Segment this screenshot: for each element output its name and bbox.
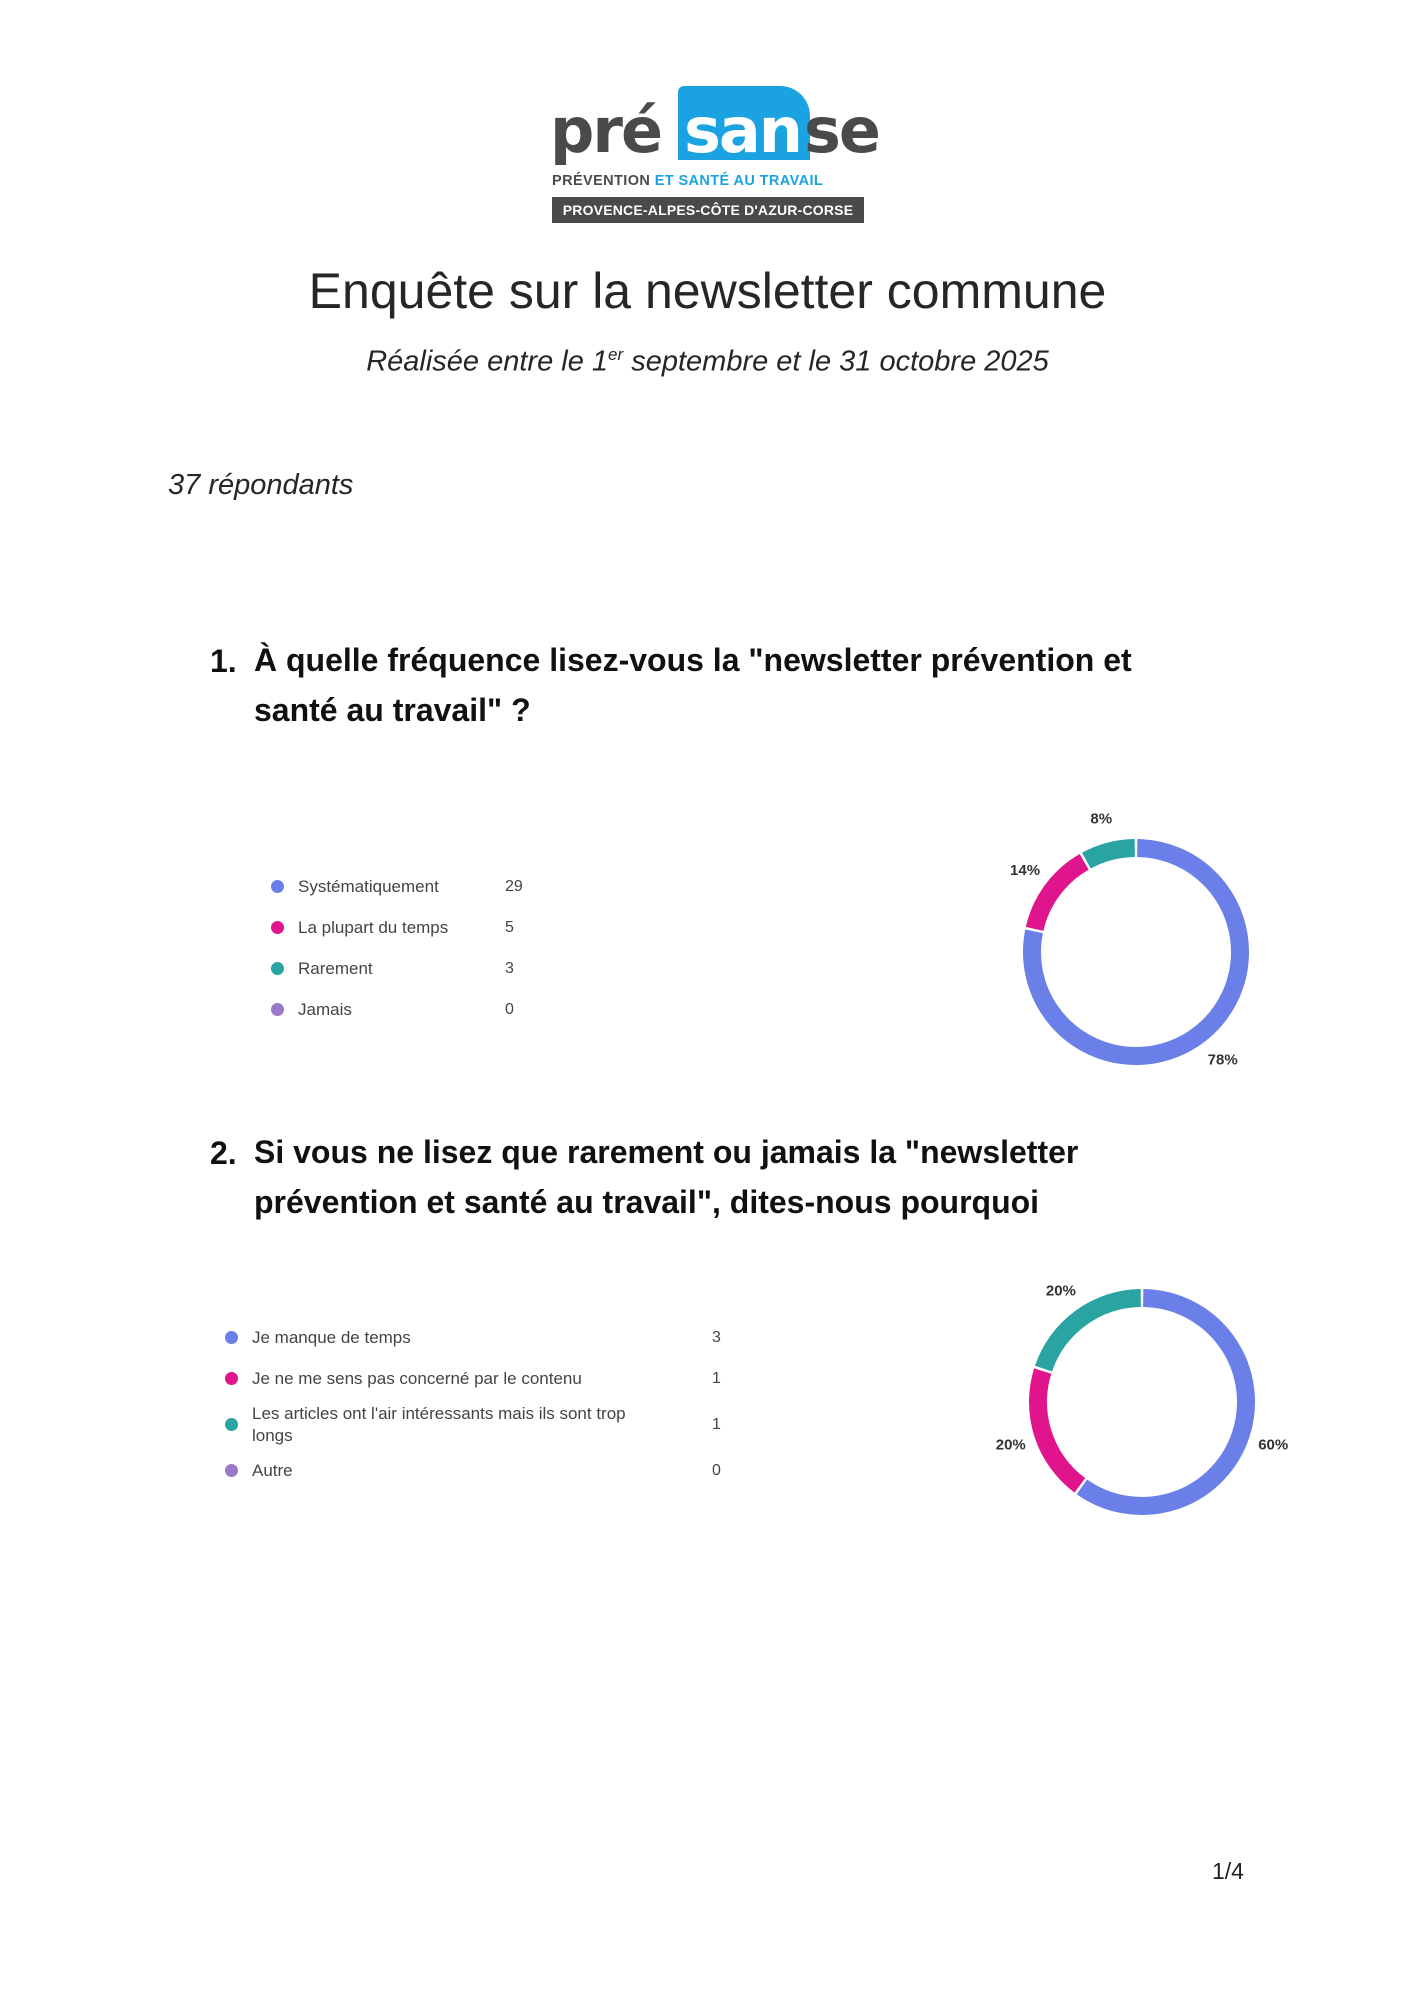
legend-1-label-4: Jamais xyxy=(298,1000,352,1019)
legend-1-label-3: Rarement xyxy=(298,959,373,978)
respondent-count: 37 répondants xyxy=(168,469,354,501)
legend-1-dot-3 xyxy=(271,962,284,975)
subtitle-superscript: er xyxy=(608,345,624,364)
donut-1-slice-2 xyxy=(1035,862,1085,929)
donut-2-label-1: 60% xyxy=(1258,1436,1289,1454)
legend-2-count-1: 3 xyxy=(712,1329,721,1346)
document-subtitle xyxy=(0,345,1415,379)
donut-1-slice-3 xyxy=(1086,848,1134,861)
donut-2-slice-3 xyxy=(1043,1298,1140,1369)
question-1-line1: À quelle fréquence lisez-vous la "newsletter prévention et xyxy=(254,642,1132,678)
legend-1-dot-1 xyxy=(271,880,284,893)
subtitle-before: Réalisée entre le 1 xyxy=(366,345,609,378)
chart-2-donut xyxy=(970,1260,1310,1540)
logo-tagline xyxy=(552,173,823,189)
document-title: Enquête sur la newsletter commune xyxy=(308,263,1107,319)
legend-1-count-2: 5 xyxy=(505,919,514,936)
legend-1-dot-2 xyxy=(271,921,284,934)
donut-2-slice-1 xyxy=(1082,1298,1246,1506)
legend-2-dot-4 xyxy=(225,1464,238,1477)
question-1-text xyxy=(254,635,1132,735)
legend-2-dot-3 xyxy=(225,1418,238,1431)
legend-1-count-1: 29 xyxy=(505,878,523,895)
question-2-line1: Si vous ne lisez que rarement ou jamais la "newsletter xyxy=(254,1134,1079,1170)
donut-1-label-3: 8% xyxy=(1090,810,1113,828)
legend-2-dot-1 xyxy=(225,1331,238,1344)
question-1-line2: santé au travail" ? xyxy=(254,692,531,728)
logo-brand-pre: pré xyxy=(550,94,662,167)
page-number: 1/4 xyxy=(1212,1858,1244,1884)
legend-1-dot-4 xyxy=(271,1003,284,1016)
donut-1-label-1: 78% xyxy=(1207,1051,1238,1069)
legend-2-dot-2 xyxy=(225,1372,238,1385)
logo-tagline-part1: PRÉVENTION xyxy=(552,173,651,189)
legend-1-count-3: 3 xyxy=(505,960,514,977)
legend-1-count-4: 0 xyxy=(505,1001,514,1018)
donut-2-slice-2 xyxy=(1038,1371,1080,1485)
logo-brand-san: san xyxy=(684,94,801,167)
legend-2-label-1: Je manque de temps xyxy=(252,1328,411,1347)
logo-region-banner: PROVENCE-ALPES-CÔTE D'AZUR-CORSE xyxy=(552,197,864,223)
question-1-number: 1. xyxy=(210,643,237,679)
chart-1-donut xyxy=(980,800,1280,1090)
legend-2-label-2: Je ne me sens pas concerné par le contenu xyxy=(252,1369,582,1388)
legend-2-count-3: 1 xyxy=(712,1416,721,1433)
presanse-logo xyxy=(550,84,879,226)
legend-2-label-4: Autre xyxy=(252,1461,293,1480)
donut-2-label-2: 20% xyxy=(995,1436,1026,1454)
question-2-line2: prévention et santé au travail", dites-nous pourquoi xyxy=(254,1184,1040,1220)
logo-tagline-part2: ET SANTÉ AU TRAVAIL xyxy=(654,173,824,189)
subtitle-after: septembre et le 31 octobre 2025 xyxy=(623,345,1049,378)
donut-2-label-3: 20% xyxy=(1045,1282,1076,1300)
donut-1-label-2: 14% xyxy=(1010,861,1041,879)
legend-1-label-1: Systématiquement xyxy=(298,877,439,896)
question-2-text xyxy=(254,1127,1078,1227)
legend-2-count-4: 0 xyxy=(712,1462,721,1479)
legend-2-count-2: 1 xyxy=(712,1370,721,1387)
question-2-number: 2. xyxy=(210,1135,237,1171)
legend-2-label-3: Les articles ont l'air intéressants mais ils sont trop longs xyxy=(252,1404,626,1445)
logo-brand-se: se xyxy=(804,94,879,167)
legend-1-label-2: La plupart du temps xyxy=(298,918,449,937)
